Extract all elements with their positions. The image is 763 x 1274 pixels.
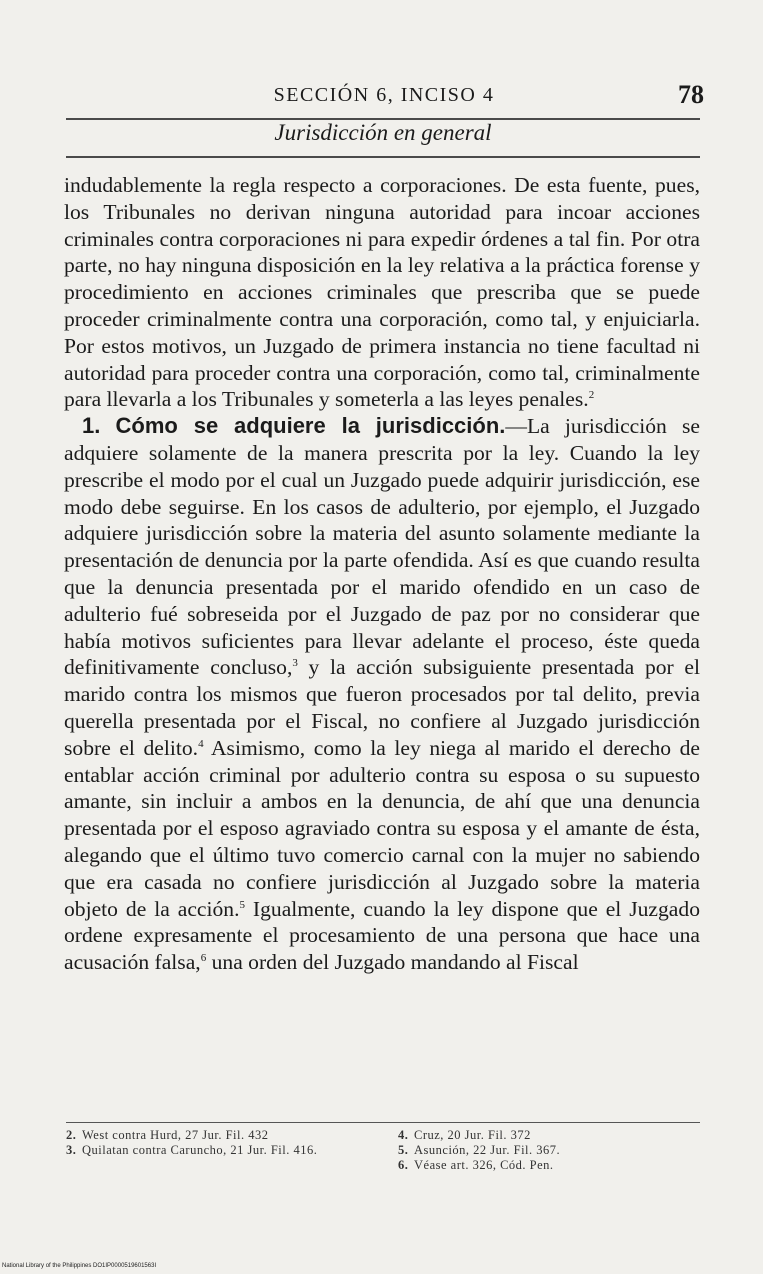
scan-credit: National Library of the Philippines DO1IP0000519601563I — [2, 1263, 157, 1269]
footnote — [398, 1158, 698, 1173]
footnote — [398, 1143, 698, 1158]
footnote — [398, 1128, 698, 1143]
footnote-number: 5. — [398, 1143, 409, 1157]
footnote-text: Cruz, 20 Jur. Fil. 372 — [414, 1128, 531, 1142]
footnote-ref: 3 — [292, 657, 298, 670]
footnotes-left-column — [66, 1128, 366, 1158]
paragraph-text: Asimismo, como la ley niega al marido el derecho de entablar acción criminal por adulterio contra su esposa o su supuesto amante, sin incluir a ambos en la denuncia, de ahí que una denuncia presentada por el esposo agraviado contra su esposa y el amante de ésta, alegando que el último tuvo comercio carnal con la mujer no sabiendo que era casada no confiere jurisdicción al Juzgado sobre la materia objeto de la acción. — [64, 735, 701, 921]
paragraph-text: —La jurisdicción se adquiere solamente de la manera prescrita por la ley. Cuando la ley prescribe el modo por el cual un Juzgado puede adquirir jurisdicción, ese modo debe seguirse. En los casos de adulterio, por ejemplo, el Juzgado adquiere jurisdicción sobre la materia del asunto solamente mediante la presentación de denuncia por la parte ofendida. Así es que cuando resulta que la denuncia presentada por el marido ofendido en un caso de adulterio fué sobreseida por el Juzgado de paz por no considerar que había motivos suficientes para llevar adelante el proceso, éste queda definitivamente concluso, — [64, 414, 700, 680]
paragraph-text: Igualmente, cuando la ley dispone que el Juzgado ordene expresamente el procesamiento de una persona que hace una acusación falsa, — [64, 896, 700, 975]
footnote-ref: 5 — [239, 898, 245, 911]
footnote-rule — [66, 1122, 700, 1123]
paragraph-text: indudablemente la regla respecto a corporaciones. De esta fuente, pues, los Tribunales no derivan ninguna autoridad para incoar acciones criminales contra corporaciones ni para expedir órdenes a tal fin. Por otra parte, no hay ninguna disposición en la ley relativa a la práctica forense y procedimiento en acciones criminales que prescriba que se puede proceder criminalmente contra una corporación, como tal, y enjuiciarla. Por estos motivos, un Juzgado de primera instancia no tiene facultad ni autoridad para proceder contra una corporación, como tal, criminalmente para llevarla a los Tribunales y someterla a las leyes penales. — [64, 173, 700, 412]
footnote-number: 2. — [66, 1128, 77, 1142]
page-number: 78 — [678, 80, 704, 109]
paragraph-text: y la acción subsiguiente presentada por el marido contra los mismos que fueron procesados por tal delito, previa querella presentada por el Fiscal, no confiere al Juzgado jurisdicción sobre el delito. — [64, 655, 700, 760]
footnote-text: Quilatan contra Caruncho, 21 Jur. Fil. 416. — [82, 1143, 318, 1157]
paragraph — [64, 172, 700, 413]
footnote-number: 6. — [398, 1158, 409, 1172]
section-heading-number: 1. — [82, 413, 101, 439]
footnote-text: Véase art. 326, Cód. Pen. — [414, 1158, 554, 1172]
header-rule-bottom — [66, 156, 700, 158]
section-heading-title: Cómo se adquiere la jurisdicción. — [115, 413, 506, 439]
footnote — [66, 1143, 366, 1158]
chapter-subtitle: Jurisdicción en general — [274, 120, 492, 145]
footnote-ref: 6 — [200, 951, 207, 964]
footnote-number: 4. — [398, 1128, 409, 1142]
section-title: SECCIÓN 6, INCISO 4 — [273, 84, 495, 106]
body-text — [64, 172, 700, 976]
footnote-ref: 4 — [198, 737, 204, 750]
footnote-number: 3. — [66, 1143, 77, 1157]
footnotes-right-column — [398, 1128, 698, 1173]
footnote — [66, 1128, 366, 1143]
footnote-text: West contra Hurd, 27 Jur. Fil. 432 — [82, 1128, 269, 1142]
paragraph-text: una orden del Juzgado mandando al Fiscal — [206, 950, 579, 975]
footnote-text: Asunción, 22 Jur. Fil. 367. — [414, 1143, 561, 1157]
running-head — [64, 80, 704, 114]
footnote-ref: 2 — [588, 389, 595, 402]
paragraph — [64, 413, 700, 976]
